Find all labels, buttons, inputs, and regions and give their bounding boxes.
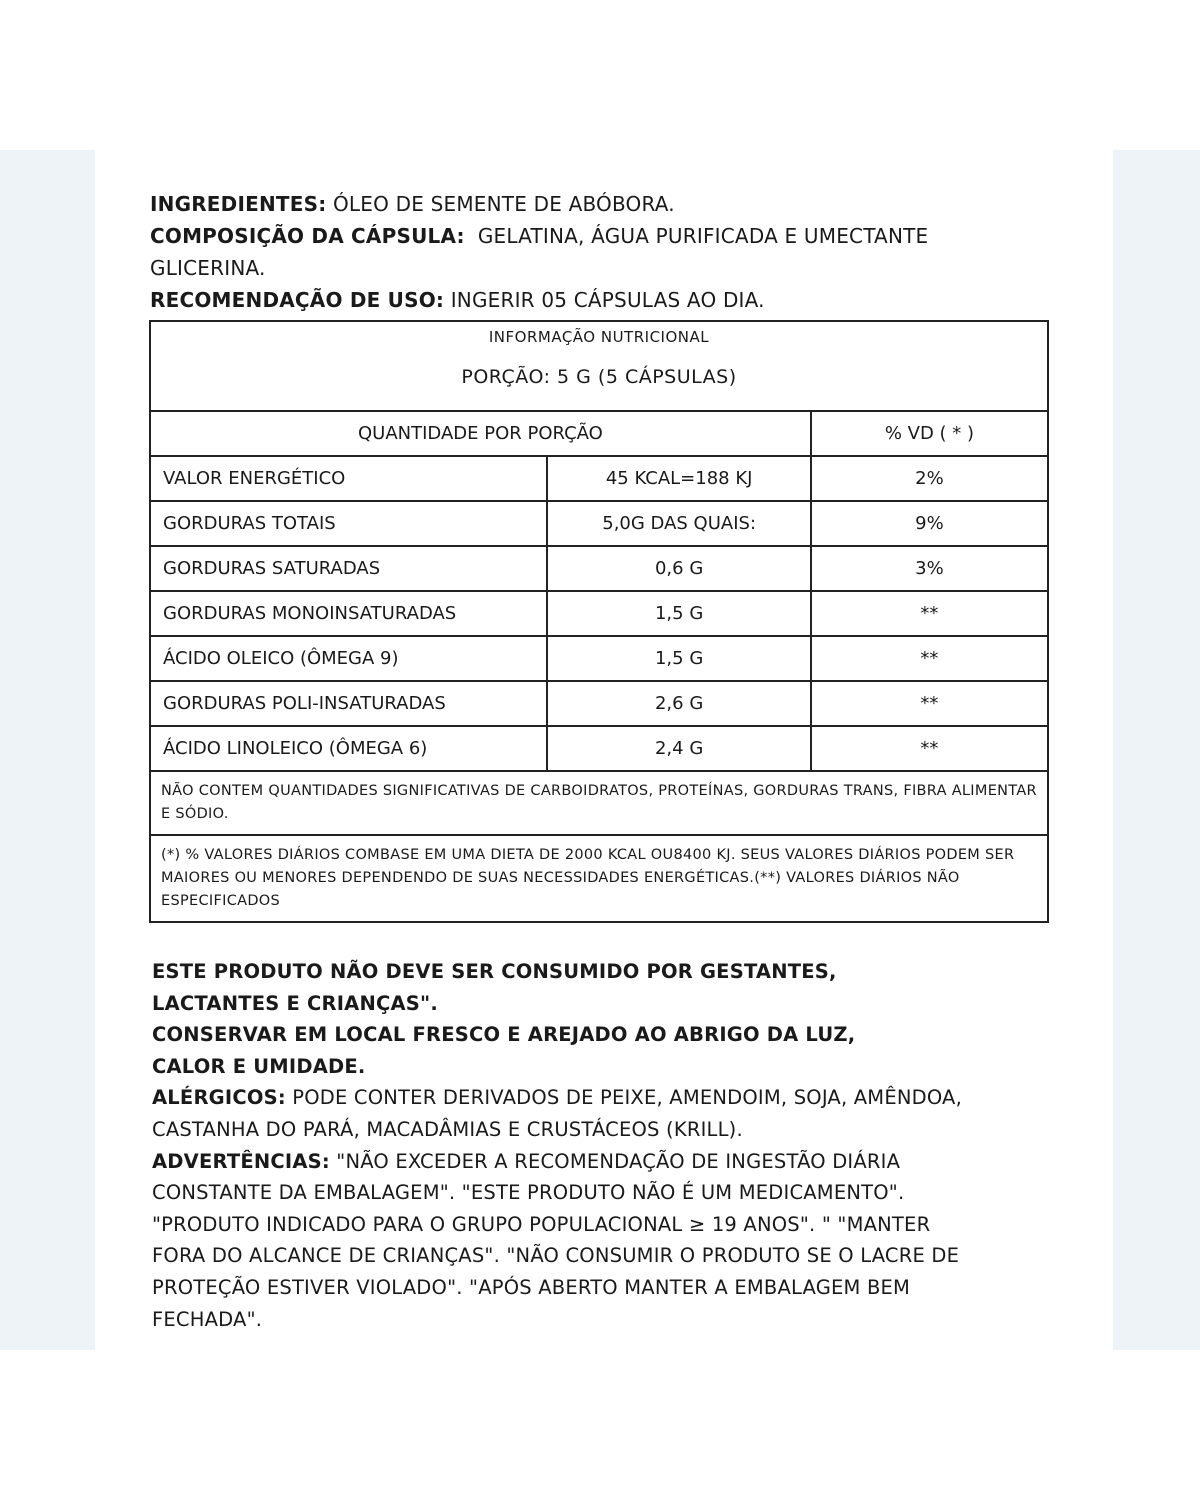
storage-line1: CONSERVAR EM LOCAL FRESCO E AREJADO AO ABRIGO DA LUZ, [152,1023,856,1047]
nutrient-name: ÁCIDO LINOLEICO (ÔMEGA 6) [150,726,547,771]
nutrient-vd: ** [811,726,1048,771]
nutrient-vd: ** [811,636,1048,681]
nutrient-vd: 2% [811,456,1048,501]
nutrient-vd: ** [811,681,1048,726]
footnote-row [150,835,1048,922]
table-row [150,681,1048,726]
allergens-text: PODE CONTER DERIVADOS DE PEIXE, AMENDOIM, SOJA, AMÊNDOA, [292,1086,962,1110]
label-header [150,188,1070,316]
nutrient-name: ÁCIDO OLEICO (ÔMEGA 9) [150,636,547,681]
allergens-label: ALÉRGICOS: [152,1086,286,1110]
warnings-text-line6: FECHADA". [152,1307,263,1331]
table-row [150,591,1048,636]
pregnancy-warning-line2: LACTANTES E CRIANÇAS". [152,991,438,1015]
nutrition-table [149,320,1049,923]
nutrient-vd: 3% [811,546,1048,591]
usage-text: INGERIR 05 CÁPSULAS AO DIA. [450,288,765,312]
nutrition-note-insignificant: NÃO CONTEM QUANTIDADES SIGNIFICATIVAS DE CARBOIDRATOS, PROTEÍNAS, GORDURAS TRANS, FIBRA ALIMENTAR E SÓDIO. [150,771,1048,835]
ingredients-label: INGREDIENTES: [150,192,327,216]
capsule-label: COMPOSIÇÃO DA CÁPSULA: [150,224,465,248]
table-row [150,636,1048,681]
column-quantity-header: QUANTIDADE POR PORÇÃO [150,411,811,456]
nutrient-name: VALOR ENERGÉTICO [150,456,547,501]
nutrient-vd: 9% [811,501,1048,546]
nutrition-header-row [150,321,1048,411]
column-vd-header: % VD ( * ) [811,411,1048,456]
warnings-text-line2: CONSTANTE DA EMBALAGEM". "ESTE PRODUTO NÃO É UM MEDICAMENTO". [152,1181,905,1205]
table-row [150,501,1048,546]
right-margin-panel [1113,150,1200,1350]
warnings-text: "NÃO EXCEDER A RECOMENDAÇÃO DE INGESTÃO DIÁRIA [336,1149,901,1173]
nutrition-header [150,321,1048,411]
allergens-text-continued: CASTANHA DO PARÁ, MACADÂMIAS E CRUSTÁCEOS (KRILL). [152,1117,743,1141]
ingredients-text: ÓLEO DE SEMENTE DE ABÓBORA. [332,192,675,216]
capsule-text-continued: GLICERINA. [150,256,266,280]
portion-size: PORÇÃO: 5 G (5 CÁPSULAS) [461,366,737,388]
nutrient-amount: 0,6 G [547,546,810,591]
nutrient-name: GORDURAS POLI-INSATURADAS [150,681,547,726]
nutrient-vd: ** [811,591,1048,636]
label-footer [152,956,1072,1335]
nutrient-amount: 2,4 G [547,726,810,771]
warnings-text-line5: PROTEÇÃO ESTIVER VIOLADO". "APÓS ABERTO MANTER A EMBALAGEM BEM [152,1275,911,1299]
warnings-text-line4: FORA DO ALCANCE DE CRIANÇAS". "NÃO CONSUMIR O PRODUTO SE O LACRE DE [152,1244,960,1268]
warnings-label: ADVERTÊNCIAS: [152,1149,330,1173]
warnings-line [152,1146,1072,1178]
usage-line [150,284,1070,316]
nutrient-name: GORDURAS MONOINSATURADAS [150,591,547,636]
nutrient-name: GORDURAS SATURADAS [150,546,547,591]
nutrition-title: INFORMAÇÃO NUTRICIONAL [488,328,710,346]
capsule-line [150,220,1070,252]
usage-label: RECOMENDAÇÃO DE USO: [150,288,445,312]
table-row [150,546,1048,591]
ingredients-line [150,188,1070,220]
allergens-line [152,1082,1072,1114]
pregnancy-warning-line1: ESTE PRODUTO NÃO DEVE SER CONSUMIDO POR GESTANTES, [152,960,837,983]
column-header-row [150,411,1048,456]
table-row [150,456,1048,501]
nutrient-amount: 5,0G DAS QUAIS: [547,501,810,546]
nutrient-name: GORDURAS TOTAIS [150,501,547,546]
nutrient-amount: 1,5 G [547,636,810,681]
warnings-text-line3: "PRODUTO INDICADO PARA O GRUPO POPULACIONAL ≥ 19 ANOS". " "MANTER [152,1212,931,1236]
storage-line2: CALOR E UMIDADE. [152,1054,366,1078]
note-row [150,771,1048,835]
nutrient-amount: 1,5 G [547,591,810,636]
nutrient-amount: 45 KCAL=188 KJ [547,456,810,501]
table-row [150,726,1048,771]
left-margin-panel [0,150,95,1350]
capsule-text: GELATINA, ÁGUA PURIFICADA E UMECTANTE [477,224,929,248]
nutrition-footnote: (*) % VALORES DIÁRIOS COMBASE EM UMA DIETA DE 2000 KCAL OU8400 KJ. SEUS VALORES DIÁRIOS PODEM SER MAIORES OU MENORES DEPENDENDO DE SUAS NECESSIDADES ENERGÉTICAS.(**) VALORES DIÁRIOS NÃO ESPECIFICADOS [150,835,1048,922]
nutrient-amount: 2,6 G [547,681,810,726]
